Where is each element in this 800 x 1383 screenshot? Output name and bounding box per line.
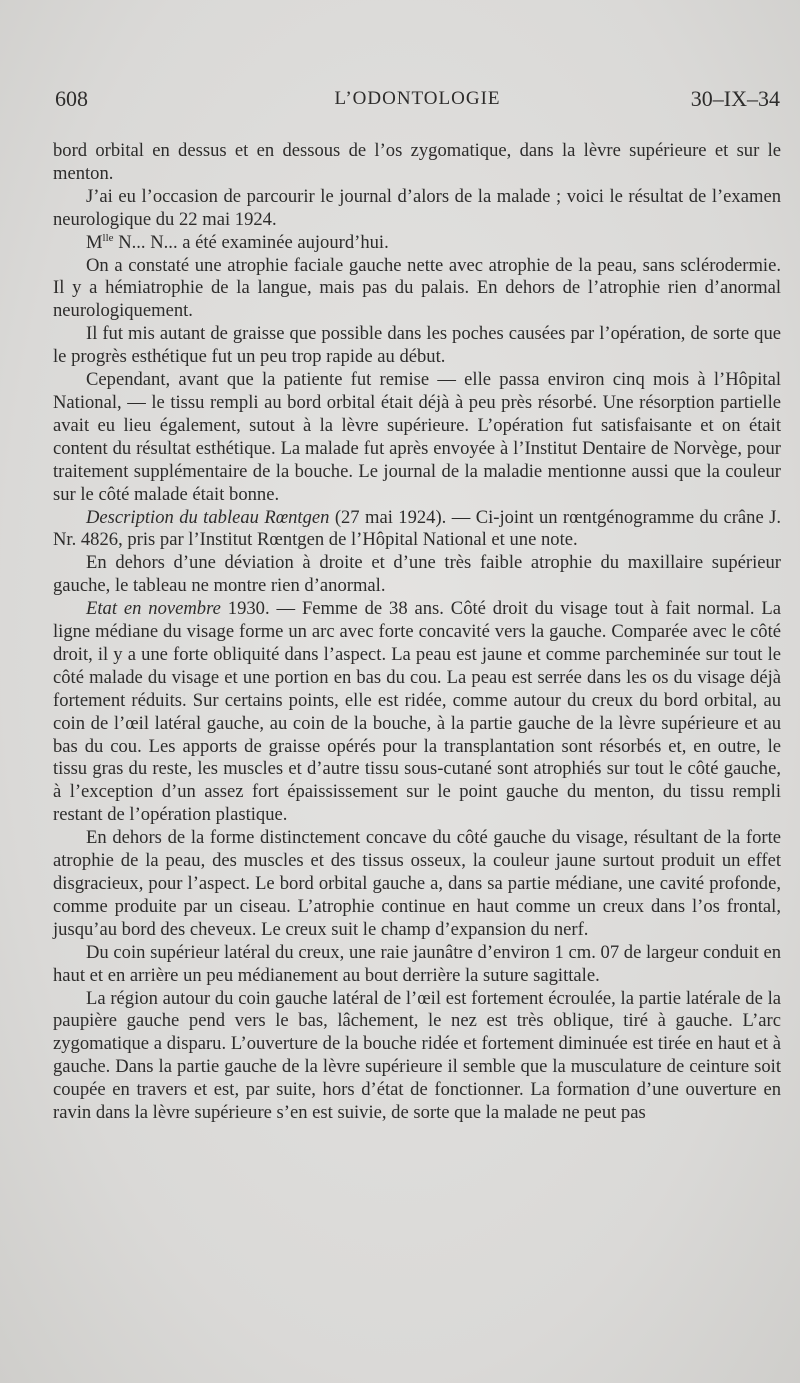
paragraph: Du coin supérieur latéral du creux, une raie jaunâtre d’environ 1 cm. 07 de largeur conduit en haut et en arrière un peu médianement au bout derrière la suture sagittale. — [53, 941, 781, 986]
section-heading-italic: Description du tableau Rœntgen — [86, 506, 330, 528]
running-header — [55, 86, 780, 118]
paragraph-text: 1930. — Femme de 38 ans. Côté droit du visage tout à fait normal. La ligne médiane du visage forme un arc avec forte concavité vers la gauche. Comparée avec le côté droit, il y a une forte obliquité dans l’aspect. La peau est jaune et comme parcheminée sur tout le côté malade du visage et une portion en bas du cou. La peau est serrée dans les os du visage déjà fortement réduits. Sur certains points, elle est ridée, comme autour du creux du bord orbital, au coin de l’œil latéral gauche, au coin de la bouche, à la partie gauche de la lèvre supérieure et au bas du cou. Les apports de graisse opérés pour la transplantation sont résorbés et, en outre, le tissu gras du reste, les muscles et d’autre tissu sous-cutané sont atrophiés sur tout le côté gauche, à l’exception d’un assez fort épaississement sur le point gauche du menton, du tissu rempli restant de l’opération plastique. — [53, 598, 781, 826]
paragraph: bord orbital en dessus et en dessous de l’os zygomatique, dans la lèvre supérieure et sur le menton. — [53, 140, 781, 184]
paragraph: J’ai eu l’occasion de parcourir le journal d’alors de la malade ; voici le résultat de l’examen neurologique du 22 mai 1924. — [53, 185, 781, 230]
body-text — [53, 140, 781, 1125]
journal-title: L’ODONTOLOGIE — [334, 88, 501, 109]
issue-date: 30–IX–34 — [690, 86, 780, 111]
paragraph: En dehors de la forme distinctement concave du côté gauche du visage, résultant de la forte atrophie de la peau, des muscles et des tissus osseux, la couleur jaune surtout produit un effet disgracieux, pour l’aspect. Le bord orbital gauche a, dans sa partie médiane, une cavité profonde, comme produite par un ciseau. L’atrophie continue en haut comme un creux dans l’os frontal, jusqu’au bord des cheveux. Le creux suit le champ d’expansion du nerf. — [53, 827, 781, 940]
section-heading-italic: Etat en novembre — [86, 598, 221, 620]
paragraph: La région autour du coin gauche latéral de l’œil est fortement écroulée, la partie latérale de la paupière gauche pend vers le bas, lâchement, le nez est très oblique, tiré à gauche. L’arc zygomatique a disparu. L’ouverture de la bouche ridée et fortement diminuée est tirée en haut et à gauche. Dans la partie gauche de la lèvre supérieure il semble que la musculature de ceinture soit coupée en travers et est, par suite, hors d’état de fonctionner. La formation d’une ouverture en ravin dans la lèvre supérieure s’en est suivie, de sorte que la malade ne peut pas — [53, 987, 781, 1124]
paragraph — [53, 507, 781, 553]
paragraph: Il fut mis autant de graisse que possible dans les poches causées par l’opération, de sorte que le progrès esthétique fut un peu trop rapide au début. — [53, 323, 781, 368]
title-abbrev-superscript: lle — [102, 231, 114, 244]
paragraph — [53, 232, 781, 255]
paragraph: On a constaté une atrophie faciale gauche nette avec atrophie de la peau, sans sclérodermie. Il y a hémiatrophie de la langue, mais pas du palais. En dehors de l’atrophie rien d’anormal neurologiquement. — [53, 254, 781, 322]
page-number: 608 — [55, 86, 88, 111]
paragraph: Cependant, avant que la patiente fut remise — elle passa environ cinq mois à l’Hôpital National, — le tissu rempli au bord orbital était déjà à peu près résorbé. Une résorption partielle avait eu lieu également, sutout à la lèvre supérieure. L’opération fut satisfaisante et on était content du résultat esthétique. La malade fut après envoyée à l’Institut Dentaire de Norvège, pour traitement supplémentaire de la bouche. Le journal de la maladie mentionne aussi que la couleur sur le côté malade était bonne. — [53, 369, 781, 505]
paragraph: En dehors d’une déviation à droite et d’une très faible atrophie du maxillaire supérieur gauche, le tableau ne montre rien d’anormal. — [53, 552, 781, 597]
paragraph-text: N... N... a été examinée aujourd’hui. — [113, 231, 389, 253]
paragraph — [53, 598, 781, 827]
title-abbrev: M — [86, 231, 103, 253]
paragraph-text: (27 mai 1924). — Ci-joint un rœntgénogramme du crâne J. Nr. 4826, pris par l’Institut Rœntgen de l’Hôpital National et une note. — [53, 506, 781, 551]
